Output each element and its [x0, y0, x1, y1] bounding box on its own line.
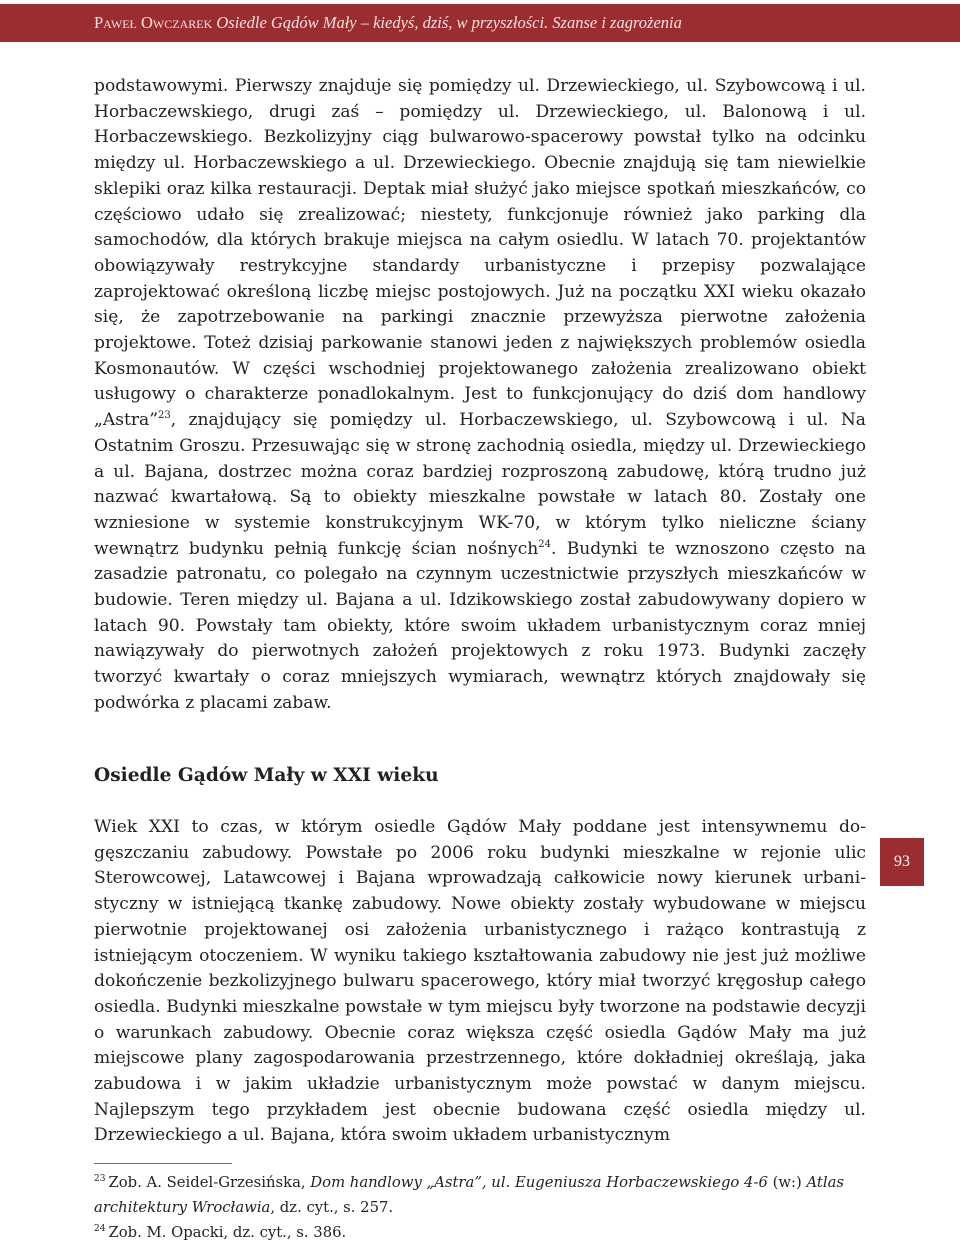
- footnote-number: 24: [94, 1224, 106, 1234]
- footnote-title: Dom handlowy „Astra”, ul. Eugeniusza Horbaczewskiego 4-6: [310, 1174, 768, 1191]
- header-author: Paweł Owczarek: [94, 13, 213, 32]
- footnote-text: Zob. A. Seidel-Grzesińska,: [108, 1174, 311, 1191]
- paragraph-text: podstawowymi. Pierwszy znajduje się pomiędzy ul. Drzewieckiego, ul. Szybowcową i ul. Horbaczewskiego, drugi zaś – pomiędzy ul. Drzewieckiego, ul. Balonową i ul. Horbaczewskiego. Bezkolizyjny ciąg bulwarowo-spacerowy powstał tylko na odcinku między ul. Horbaczewskiego a ul. Drzewieckiego. Obecnie znajdują się tam niewielkie sklepiki oraz kilka restauracji. Deptak miał służyć jako miejsce spotkań mieszkańców, co częściowo udało się zrealizować; niestety, funkcjonuje również jako parking dla samochodów, dla których brakuje miejsca na całym osiedlu. W latach 70. projektantów obowiązywały restrykcyjne standardy urbanistyczne i przepisy pozwalające zaprojektować określoną liczbę miejsc postojowych. Już na początku XXI wieku okazało się, że zapotrzebowanie na parkingi znacznie przewyższa pierwotne założenia projektowe. Toteż dzisiaj parkowanie stanowi jeden z największych problemów osiedla Kosmonautów. W części wschodniej projektowanego założenia zrealizowano obiekt usługowy o charakterze ponadlokalnym. Jest to funkcjonujący do dziś dom handlowy „Astra”: [94, 76, 866, 431]
- footnote-text: Zob. M. Opacki, dz. cyt., s. 386.: [108, 1224, 347, 1241]
- header-title: Osiedle Gądów Mały – kiedyś, dziś, w przyszłości. Szanse i zagrożenia: [216, 13, 682, 32]
- footnote-number: 23: [94, 1174, 106, 1184]
- paragraph-urban-layout: [94, 74, 866, 717]
- footnote-text: (w:): [767, 1174, 807, 1191]
- footnote-ref-23[interactable]: 23: [157, 410, 171, 422]
- footnote-text: , dz. cyt., s. 257.: [270, 1199, 394, 1216]
- footnote-book-title: Atlas architektury Wrocławia: [94, 1174, 845, 1216]
- footnote-ref-24[interactable]: 24: [538, 538, 552, 550]
- footnote-24: [94, 1220, 866, 1245]
- footnotes: [94, 1170, 866, 1245]
- paragraph-text: , znajdujący się pomiędzy ul. Horbaczewskiego, ul. Szybowcową i ul. Na Ostatnim Groszu. Przesuwając się w stronę zachodnią osiedla, między ul. Drzewieckiego a ul. Bajana, dostrzec można coraz bardziej rozproszoną zabudowę, którą trudno już nazwać kwartałową. Są to obiekty mieszkalne powstałe w latach 80. Zostały one wzniesione w systemie konstrukcyjnym WK-70, w którym tylko nieliczne ściany wewnątrz budynku pełnią funkcję ścian nośnych: [94, 410, 866, 559]
- page-number: 93: [880, 838, 924, 886]
- body-text: [94, 74, 866, 717]
- paragraph-text: . Budynki te wznoszono często na zasadzie patronatu, co polegało na czynnym uczestnictwie przyszłych mieszkańców w budowie. Teren między ul. Bajana a ul. Idzikowskiego został zabudowywany dopiero w latach 90. Powstały tam obiekty, które swoim układem urbanistycznym coraz mniej nawiązywały do pierwotnych założeń projektowych z roku 1973. Budynki zaczęły tworzyć kwartały o coraz mniejszych wymiarach, wewnątrz których znajdowały się podwórka z placami zabaw.: [94, 538, 867, 713]
- footnote-23: [94, 1170, 866, 1220]
- section-heading: Osiedle Gądów Mały w XXI wieku: [94, 765, 439, 786]
- paragraph-xxi-century: Wiek XXI to czas, w którym osiedle Gądów Mały poddane jest intensywnemu dogęszczaniu zabudowy. Powstałe po 2006 roku budynki mieszkalne w rejonie ulic Sterowcowej, Latawcowej i Bajana wprowadzają całkowicie nowy kierunek urbanistyczny w istniejącą tkankę zabudowy. Nowe obiekty zostały wybudowane w miejscu pierwotnie projektowanej osi założenia urbanistycznego i rażąco kontrastują z istniejącym otoczeniem. W wyniku takiego kształtowania zabudowy nie jest już możliwe dokończenie bezkolizyjnego bulwaru spacerowego, który miał tworzyć kręgosłup całego osiedla. Budynki mieszkalne powstałe w tym miejscu były tworzone na podstawie decyzji o warunkach zabudowy. Obecnie coraz większa część osiedla Gądów Mały ma już miejscowe plany zagospodarowania przestrzennego, które dokładniej określają, jaka zabudowa i w jakim układzie urbanistycznym może powstać w danym miejscu. Najlepszym tego przykładem jest obecnie budowana część osiedla między ul. Drzewieckiego a ul. Bajana, która swoim układem urbanistycznym: [94, 817, 866, 1146]
- running-header: [0, 4, 960, 42]
- footnote-divider: [94, 1163, 232, 1164]
- section-body: [94, 815, 866, 1149]
